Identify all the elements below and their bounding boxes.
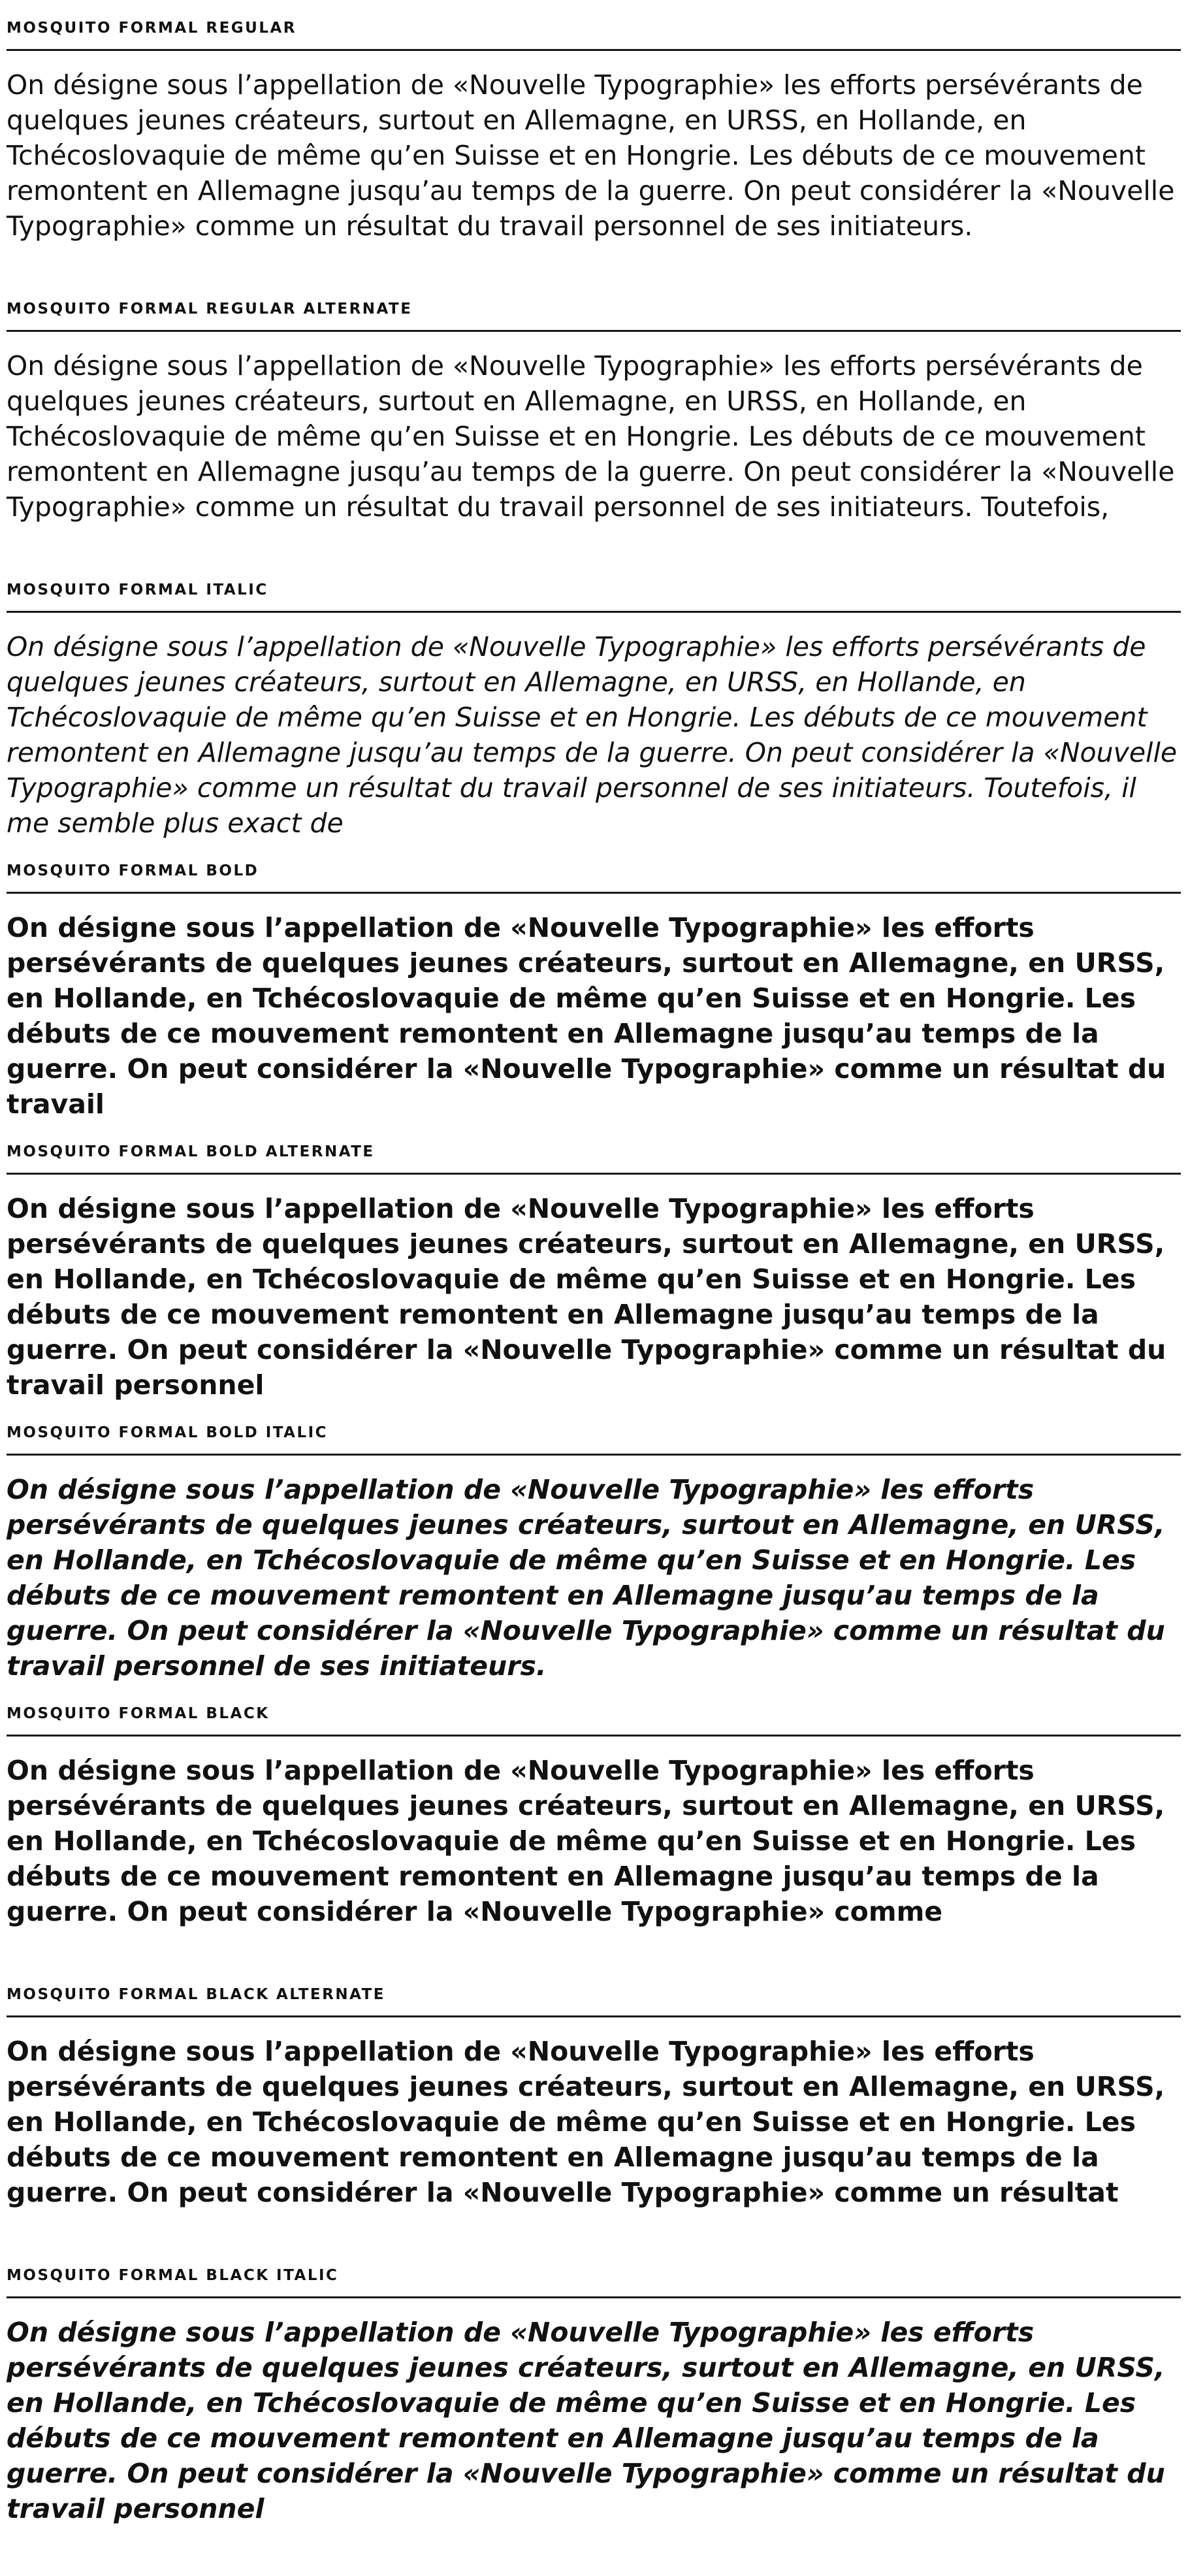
divider: [7, 611, 1181, 613]
divider: [7, 892, 1181, 894]
specimen-text: On désigne sous l’appellation de «Nouvelle Typographie» les efforts persévérants de quelques jeunes créateurs, surtout en Allemagne, en URSS, en Hollande, en Tchécoslovaquie de même qu’en Suisse et en Hongrie. Les débuts de ce mouvement remontent en Allemagne jusqu’au temps de la guerre. On peut considérer la «Nouvelle Typographie» comme un résultat du travail personnel: [7, 1193, 1166, 1401]
specimen-text: On désigne sous l’appellation de «Nouvelle Typographie» les efforts persévérants de quelques jeunes créateurs, surtout en Allemagne, en URSS, en Hollande, en Tchécoslovaquie de même qu’en Suisse et en Hongrie. Les débuts de ce mouvement remontent en Allemagne jusqu’au temps de la guerre. On peut considérer la «Nouvelle Typographie» comme un résultat du travail personnel de ses initiateurs. Toutefois,: [7, 350, 1175, 523]
specimen-title: MOSQUITO FORMAL BOLD ALTERNATE: [7, 1143, 375, 1160]
specimen-text: On désigne sous l’appellation de «Nouvelle Typographie» les efforts persévérants de quelques jeunes créateurs, surtout en Allemagne, en URSS, en Hollande, en Tchécoslovaquie de même qu’en Suisse et en Hongrie. Les débuts de ce mouvement remontent en Allemagne jusqu’au temps de la guerre. On peut considérer la «Nouvelle Typographie» comme un résultat du travail: [7, 912, 1166, 1120]
specimen-text: On désigne sous l’appellation de «Nouvelle Typographie» les efforts persévérants de quelques jeunes créateurs, surtout en Allemagne, en URSS, en Hollande, en Tchécoslovaquie de même qu’en Suisse et en Hongrie. Les débuts de ce mouvement remontent en Allemagne jusqu’au temps de la guerre. On peut considérer la «Nouvelle Typographie» comme un résultat du travail personnel: [7, 2317, 1165, 2524]
divider: [7, 1173, 1181, 1175]
specimen-title: MOSQUITO FORMAL BLACK ALTERNATE: [7, 1986, 385, 2003]
specimen-black-alternate: [7, 1966, 1181, 2247]
divider: [7, 330, 1181, 332]
specimen-title: MOSQUITO FORMAL BOLD ITALIC: [7, 1424, 329, 1441]
divider: [7, 1735, 1181, 1736]
specimen-title: MOSQUITO FORMAL BLACK: [7, 1705, 270, 1722]
specimen-text: On désigne sous l’appellation de «Nouvelle Typographie» les efforts persévérants de quelques jeunes créateurs, surtout en Allemagne, en URSS, en Hollande, en Tchécoslovaquie de même qu’en Suisse et en Hongrie. Les débuts de ce mouvement remontent en Allemagne jusqu’au temps de la guerre. On peut considérer la «Nouvelle Typographie» comme un résultat du travail personnel de ses initiateurs.: [7, 69, 1175, 242]
specimen-black-italic: [7, 2247, 1181, 2528]
specimen-title: MOSQUITO FORMAL REGULAR ALTERNATE: [7, 301, 413, 318]
specimen-title: MOSQUITO FORMAL REGULAR: [7, 20, 297, 37]
divider: [7, 49, 1181, 51]
specimen-bold: [7, 843, 1181, 1124]
specimen-text: On désigne sous l’appellation de «Nouvelle Typographie» les efforts persévérants de quelques jeunes créateurs, surtout en Allemagne, en URSS, en Hollande, en Tchécoslovaquie de même qu’en Suisse et en Hongrie. Les débuts de ce mouvement remontent en Allemagne jusqu’au temps de la guerre. On peut considérer la «Nouvelle Typographie» comme un résultat: [7, 2036, 1165, 2208]
specimen-title: MOSQUITO FORMAL BLACK ITALIC: [7, 2267, 339, 2284]
specimen-text: On désigne sous l’appellation de «Nouvelle Typographie» les efforts persévérants de quelques jeunes créateurs, surtout en Allemagne, en URSS, en Hollande, en Tchécoslovaquie de même qu’en Suisse et en Hongrie. Les débuts de ce mouvement remontent en Allemagne jusqu’au temps de la guerre. On peut considérer la «Nouvelle Typographie» comme un résultat du travail personnel de ses initiateurs.: [7, 1474, 1165, 1682]
specimen-text: On désigne sous l’appellation de «Nouvelle Typographie» les efforts persévérants de quelques jeunes créateurs, surtout en Allemagne, en URSS, en Hollande, en Tchécoslovaquie de même qu’en Suisse et en Hongrie. Les débuts de ce mouvement remontent en Allemagne jusqu’au temps de la guerre. On peut considérer la «Nouvelle Typographie» comme: [7, 1755, 1165, 1927]
specimen-black: [7, 1686, 1181, 1966]
specimen-regular: [7, 0, 1181, 281]
specimen-italic: [7, 562, 1181, 843]
divider: [7, 2015, 1181, 2017]
specimen-text: On désigne sous l’appellation de «Nouvelle Typographie» les efforts persévérants de quelques jeunes créateurs, surtout en Allemagne, en URSS, en Hollande, en Tchécoslovaquie de même qu’en Suisse et en Hongrie. Les débuts de ce mouvement remontent en Allemagne jusqu’au temps de la guerre. On peut considérer la «Nouvelle Typographie» comme un résultat du travail personnel de ses initiateurs. Toutefois, il me semble plus exact de: [7, 631, 1178, 839]
specimen-bold-alternate: [7, 1124, 1181, 1405]
specimen-bold-italic: [7, 1405, 1181, 1686]
divider: [7, 2296, 1181, 2298]
specimen-title: MOSQUITO FORMAL ITALIC: [7, 581, 268, 598]
specimen-title: MOSQUITO FORMAL BOLD: [7, 862, 259, 879]
specimen-regular-alternate: [7, 281, 1181, 562]
divider: [7, 1454, 1181, 1456]
